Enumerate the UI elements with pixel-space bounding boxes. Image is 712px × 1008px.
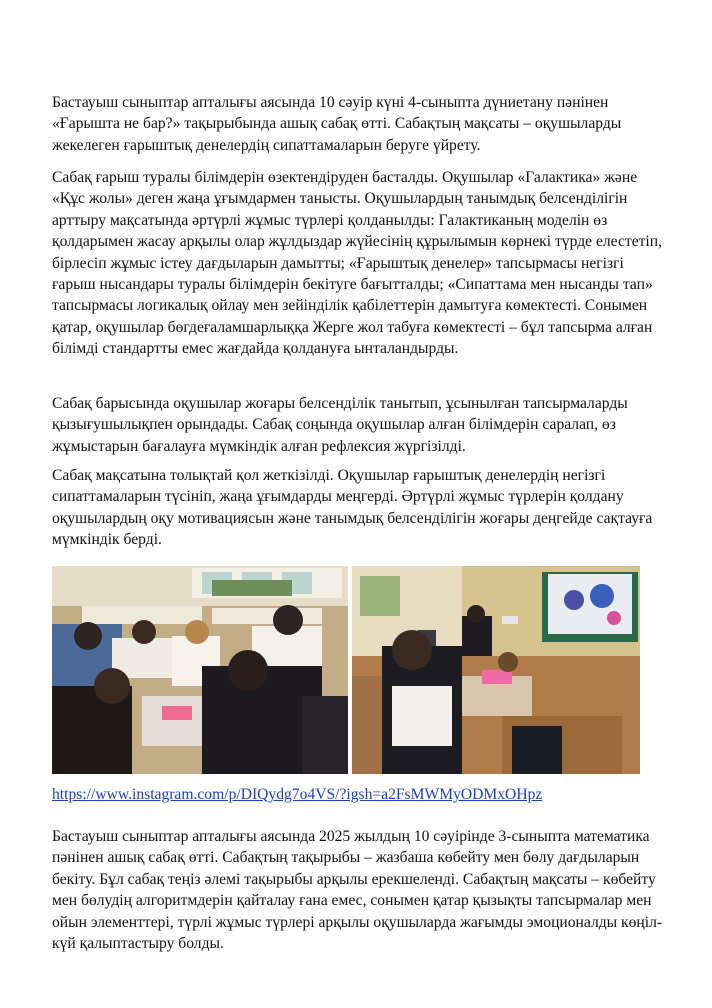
instagram-post-link[interactable]: https://www.instagram.com/p/DIQydg7o4VS/?igsh=a2FsMWMyODMxOHpz [52,786,543,803]
paragraph-conclusion: Сабақ мақсатына толықтай қол жеткізілді. Оқушылар ғарыштық денелердің негізгі сипаттамаларын түсініп, жаңа ұғымдарды меңгерді. Әртүрлі жұмыс түрлерін қолдану оқушылардың оқу мотивациясын және танымдық белсенділігін жоғары деңгейде сақтауға мүмкіндік берді. [52,467,653,549]
paragraph-math-lesson: Бастауыш сыныптар апталығы аясында 2025 жылдың 10 сәуірінде 3-сыныпта математика пәнінен ашық сабақ өтті. Сабақтың тақырыбы – жазбаша көбейту мен бөлу дағдыларын бекіту. Бұл сабақ теңіз әлемі тақырыбы арқылы ерекшеленді. Сабақтың мақсаты – көбейту мен бөлудің алгоритмдерін қайталау ғана емес, сонымен қатар қызықты тапсырмалар мен ойын элементтері, түрлі жұмыс түрлері арқылы оқушыларда жағымды эмоционалды көңіл-күй қалыптастыру болды. [52,828,663,953]
paragraph-lesson-course: Сабақ ғарыш туралы білімдерін өзектендіруден басталды. Оқушылар «Галактика» және «Құс жолы» деген жаңа ұғымдармен танысты. Оқушылардың танымдық белсенділігін арттыру мақсатында әртүрлі жұмыс түрлері қолданылды: Галактиканың моделін өз қолдарымен жасау арқылы олар жұлдыздар жүйесінің құрылымын көрнекі түрде елестетіп, бірлесіп жұмыс істеу дағдыларын дамытты; «Ғарыштық денелер» тапсырмасы негізгі ғарыш нысандары туралы білімдерін бекітуге бағытталды; «Сипаттама мен нысанды тап» тапсырмасы логикалық ойлау мен зейінділік қабілеттерін дамытуға көмектесті. Сонымен қатар, оқушылар бөгдеғаламшарлыққа Жерге жол табуға көмектесті – бұл тапсырма алған білімді стандартты емес жағдайда қолдануға ынталандырды. [52,169,663,358]
classroom-photo-students-group [52,566,348,774]
paragraph-intro: Бастауыш сыныптар апталығы аясында 10 сәуір күні 4-сыныпта дүниетану пәнінен «Ғарышта не бар?» тақырыбында ашық сабақ өтті. Сабақтың мақсаты – оқушыларды жекелеген ғарыштық денелердің сипаттамаларын беруге үйрету. [52,94,622,154]
classroom-photo-board-lesson [352,566,640,774]
classroom-photo-right-image [352,566,640,774]
classroom-photo-left-image [52,566,348,774]
paragraph-student-activity: Сабақ барысында оқушылар жоғары белсенділік танытып, ұсынылған тапсырмаларды қызығушылықпен орындады. Сабақ соңында оқушылар алған білімдерін саралап, өз жұмыстарын бағалауға мүмкіндік алған рефлексия жүргізілді. [52,395,628,455]
